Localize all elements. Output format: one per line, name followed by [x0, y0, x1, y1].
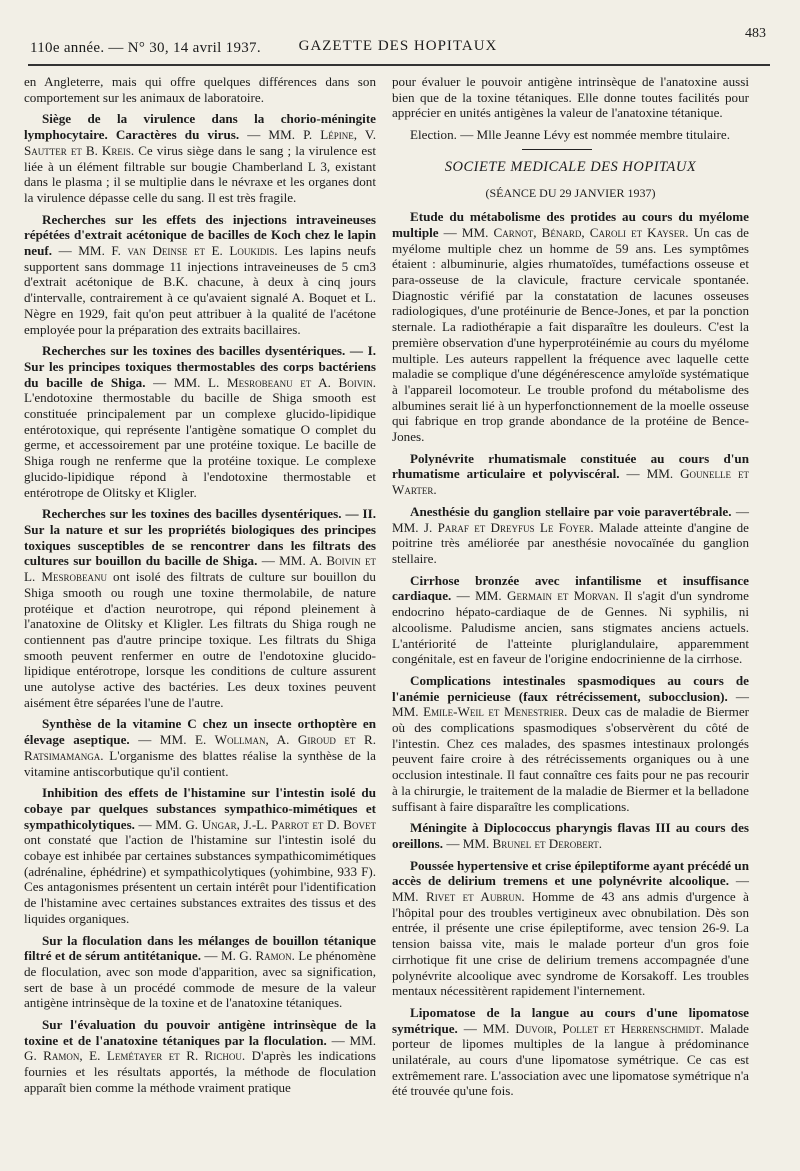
abstract-title: Recherches sur les toxines des bacilles dysentériques. — II. Sur la nature et sur les propriétés biologiques des principes toxiques susceptibles de se rencontrer dans les filtrats des cultures sur bouillon du bacille de Shiga.	[24, 506, 376, 569]
abstract-title: Synthèse de la vitamine C chez un insecte orthoptère en élevage aseptique.	[24, 716, 376, 748]
header-rule	[28, 64, 770, 66]
abstract-authors: — MM. Germain et Morvan.	[456, 588, 619, 604]
abstract-authors: — MM. F. van Deinse et E. Loukidis.	[58, 243, 278, 259]
abstract-title: Sur l'évaluation du pouvoir antigène intrinsèque de la toxine et de l'anatoxine tétaniques par la floculation.	[24, 1017, 376, 1048]
abstract-title: Complications intestinales spasmodiques au cours de l'anémie pernicieuse (faux rétrécissement, subocclusion).	[392, 672, 749, 704]
abstract-body: ont isolé des filtrats de culture sur bouillon du Shiga smooth ou rough une toxine thermolabile, de nature protéique et d'action neurotrope, qui répond pleinement à l'anatoxine de Olitsky et Kligler. Les filtrats du Shiga rough ne contiennent pas d'autre principe toxique. Les filtrats du Shiga smooth peuvent renfermer en outre de l'endotoxine glucido-lipidique entérotrope, lorsque les conditions de culture assurent une autolyse active des bactéries. Les deux toxines peuvent aisément être séparées l'une de l'autre.	[24, 569, 376, 710]
right-column	[392, 74, 749, 1105]
session-date: (SÉANCE DU 29 JANVIER 1937)	[485, 185, 656, 200]
abstract-paragraph	[24, 111, 376, 205]
abstract-authors: — MM. E. Wollman, A. Giroud et R. Ratsimamanga.	[24, 732, 376, 763]
abstract-title: Lipomatose de la langue au cours d'une lipomatose symétrique.	[392, 1004, 749, 1036]
page-number: 483	[745, 26, 766, 41]
abstract-paragraph	[24, 933, 376, 1012]
abstract-authors: — MM. P. Lépine, V. Sautter et B. Kreis.	[24, 127, 376, 158]
abstract-title: Cirrhose bronzée avec infantilisme et insuffisance cardiaque.	[392, 572, 749, 604]
abstract-paragraph	[392, 209, 749, 445]
abstract-title: Siège de la virulence dans la chorio-méningite lymphocytaire. Caractères du virus.	[24, 111, 376, 143]
abstract-title: Sur la floculation dans les mélanges de bouillon tétanique filtré et de sérum antitétanique.	[24, 932, 376, 964]
abstract-paragraph	[24, 716, 376, 779]
abstract-paragraph	[392, 858, 749, 999]
continued-paragraph: pour évaluer le pouvoir antigène intrinsèque de l'anatoxine aussi bien que de la toxine tétaniques. Elle donne toutes facilités pour apprécier en unités antigènes la valeur de l'anatoxine tétanique.	[392, 74, 749, 121]
section-divider	[522, 149, 592, 150]
abstract-body: L'organisme des blattes réalise la synthèse de la vitamine antiscorbutique qu'il contient.	[24, 747, 376, 779]
abstract-authors: — MM. Emile-Weil et Menestrier.	[392, 688, 749, 720]
abstract-authors: — MM. Carnot, Bénard, Caroli et Kayser.	[443, 224, 689, 240]
abstract-authors: — MM. G. Ramon, E. Lemétayer et R. Richou.	[24, 1032, 376, 1064]
abstract-authors: — MM. Brunel et Derobert.	[446, 835, 602, 851]
abstract-authors: — MM. L. Mesrobeanu et A. Boivin.	[153, 374, 376, 390]
abstract-paragraph	[392, 573, 749, 667]
abstract-body: L'endotoxine thermostable du bacille de Shiga smooth est constituée principalement par un complexe glucido-lipidique entérotoxique, qui représente l'antigène somatique O complet du germe, et accessoirement par une protéine toxique. Le bacille de Shiga rough ne renferme que la protéine toxique. Le complexe glucido-lipidique répond à l'endotoxine thermostable et entérotrope de Olitsky et Kligler.	[24, 390, 376, 500]
abstract-authors: — MM. J. Paraf et Dreyfus Le Foyer.	[392, 503, 749, 535]
abstract-body: Le phénomène de floculation, avec son mode d'apparition, avec sa signification, sert de base à un procédé commode de mesure de la valeur antigène intrinsèque de la toxine et de l'anatoxine tétaniques.	[24, 948, 376, 1011]
abstract-title: Recherches sur les toxines des bacilles dysentériques. — I. Sur les principes toxiques thermostables des corps bactériens du bacille de Shiga.	[24, 343, 376, 390]
abstract-paragraph	[24, 343, 376, 500]
abstract-body: D'après les indications fournies et les résultats apportés, la méthode de floculation apparaît bien comme la méthode vraiment pratique	[24, 1048, 376, 1095]
abstract-authors: — M. G. Ramon.	[204, 948, 295, 964]
election-body: — Mlle Jeanne Lévy est nommée membre titulaire.	[460, 127, 730, 143]
abstract-body: Malade atteinte d'angine de poitrine très améliorée par anesthésie novocaïnée du ganglion stellaire.	[392, 519, 749, 566]
election-paragraph	[392, 127, 749, 143]
journal-title: GAZETTE DES HOPITAUX	[298, 38, 498, 54]
abstract-paragraph	[392, 504, 749, 567]
abstract-paragraph	[392, 1005, 749, 1099]
abstract-body: ont constaté que l'action de l'histamine sur l'intestin isolé du cobaye est inhibée par certaines substances sympathicomimétiques (adrénaline, éphédrine) et sympathicolytiques (yohimbine, 933 F). Ces antagonismes présentent un certain intérêt pour l'identification de l'histamine avec certaines substances extraites des tissus et des liquides organiques.	[24, 832, 376, 926]
abstract-authors: — MM. A. Boivin et L. Mesrobeanu	[24, 553, 376, 585]
left-column	[24, 74, 376, 1102]
election-title: Election.	[410, 127, 457, 143]
abstract-body: Un cas de myélome multiple chez un homme de 59 ans. Les symptômes étaient : albuminurie, algies rhumatoïdes, tuméfactions osseuse et para-osseuse de la clavicule, fracture cervicale spontanée. Diagnostic vérifié par la constatation de lacunes osseuses radiologiques, d'une protéinurie de Bence-Jones, et par la ponction sternale. La radiothérapie a fait disparaître les douleurs. C'est la première observation d'une hyperprotéinémie au cours du myélome multiple. Les auteurs rappellent la fréquence avec laquelle cette maladie se complique d'une dégénérescence amyloïde systématique à l'appareil locomoteur. Le trouble profond du métabolisme des albumines serait lié à un hyperfonctionnement de la moelle osseuse qui fabrique en trop grande abondance de la protéine de Bence-Jones.	[392, 224, 749, 445]
abstract-paragraph	[24, 506, 376, 710]
abstract-title: Inhibition des effets de l'histamine sur l'intestin isolé du cobaye par quelques substances sympathico-mimétiques et sympathicolytiques.	[24, 785, 376, 832]
abstract-paragraph	[392, 451, 749, 498]
abstract-authors: — MM. Duvoir, Pollet et Herrenschmidt.	[463, 1020, 704, 1036]
page-header	[30, 26, 766, 66]
issue-info: 110e année. — N° 30, 14 avril 1937.	[30, 40, 261, 56]
abstract-authors: — MM. Gounelle et Warter.	[392, 466, 749, 498]
abstract-body: Les lapins neufs supportent sans dommage 11 injections intraveineuses de 5 cm3 d'extrait acétonique de B.K. chacune, à deux à cinq jours d'intervalle, contrairement à ce qu'avaient signalé A. Boquet et L. Nègre en 1929, fait qu'on peut attribuer à la qualité de l'acétone employée pour la préparation des extraits bacillaires.	[24, 243, 376, 337]
abstract-title: Méningite à Diplococcus pharyngis flavas III au cours des oreillons.	[392, 820, 749, 851]
abstract-title: Polynévrite rhumatismale constituée au cours d'un rhumatisme articulaire et polyviscéral.	[392, 450, 749, 482]
abstract-paragraph	[392, 820, 749, 851]
abstract-title: Anesthésie du ganglion stellaire par voie paravertébrale.	[410, 503, 732, 519]
abstract-body: Homme de 43 ans admis d'urgence à l'hôpital pour des troubles vertigineux avec obnubilation. Dès son entrée, il présente une crise épileptiforme, avec tension 26-9. La tension baissa vite, mais le malade porteur d'un gros foie cirrhotique fit une crise de delirium tremens accompagnée d'une polynévrite alcoolique avec syndrome de Korsakoff. Les troubles mentaux nécessitèrent rapidement l'internement.	[392, 889, 749, 999]
abstract-title: Etude du métabolisme des protides au cours du myélome multiple	[392, 209, 749, 240]
abstract-title: Recherches sur les effets des injections intraveineuses répétées d'extrait acétonique de bacilles de Koch chez le lapin neuf.	[24, 211, 376, 259]
abstract-paragraph	[24, 1017, 376, 1096]
abstract-body: Deux cas de maladie de Biermer où des complications spasmodiques s'observèrent du côté de l'intestin. Chez ces malades, des spasmes intestinaux prolongés peuvent faire croire à des rétrécissements organiques ou à une occlusion intestinale. Il faut connaître ces faits pour ne pas recourir à la chirurgie, le traitement de la maladie de Biermer et la belladone suffisant à faire disparaître les complications.	[392, 704, 749, 814]
abstract-paragraph	[24, 212, 376, 338]
continued-paragraph: en Angleterre, mais qui offre quelques différences dans son comportement sur les animaux de laboratoire.	[24, 74, 376, 105]
abstract-body: Il s'agit d'un syndrome endocrino hépato-cardiaque de de Gennes. Ni syphilis, ni alcoolisme. Paludisme ancien, sans stigmates anciens actuels. L'antériorité de l'atteinte pluriglandulaire, apparemment congénitale, est en faveur de l'origine endocrinienne de la cirrhose.	[392, 588, 749, 667]
abstract-paragraph	[24, 785, 376, 926]
abstract-body: Malade porteur de lipomes multiples de la langue à prédominance unilatérale, au cours d'une lipomatose symétrique. Ce cas est extrêmement rare. L'association avec une lipomatose symétrique n'a été trouvée qu'une fois.	[392, 1020, 749, 1099]
abstract-authors: — MM. Rivet et Aubrun.	[392, 873, 749, 905]
abstract-paragraph	[392, 673, 749, 814]
abstract-body: Ce virus siège dans le sang ; la virulence est liée à un élément filtrable sur bougie Chamberland L 3, existant dans le plasma ; il se multiplie dans le névraxe et les organes dont la virulence dépasse celle du sang. Il est très fragile.	[24, 142, 376, 205]
abstract-title: Poussée hypertensive et crise épileptiforme ayant précédé un accès de delirium tremens et une polynévrite alcoolique.	[392, 857, 749, 889]
section-title: SOCIETE MEDICALE DES HOPITAUX	[444, 158, 697, 175]
abstract-authors: — MM. G. Ungar, J.-L. Parrot et D. Bovet	[138, 816, 376, 832]
